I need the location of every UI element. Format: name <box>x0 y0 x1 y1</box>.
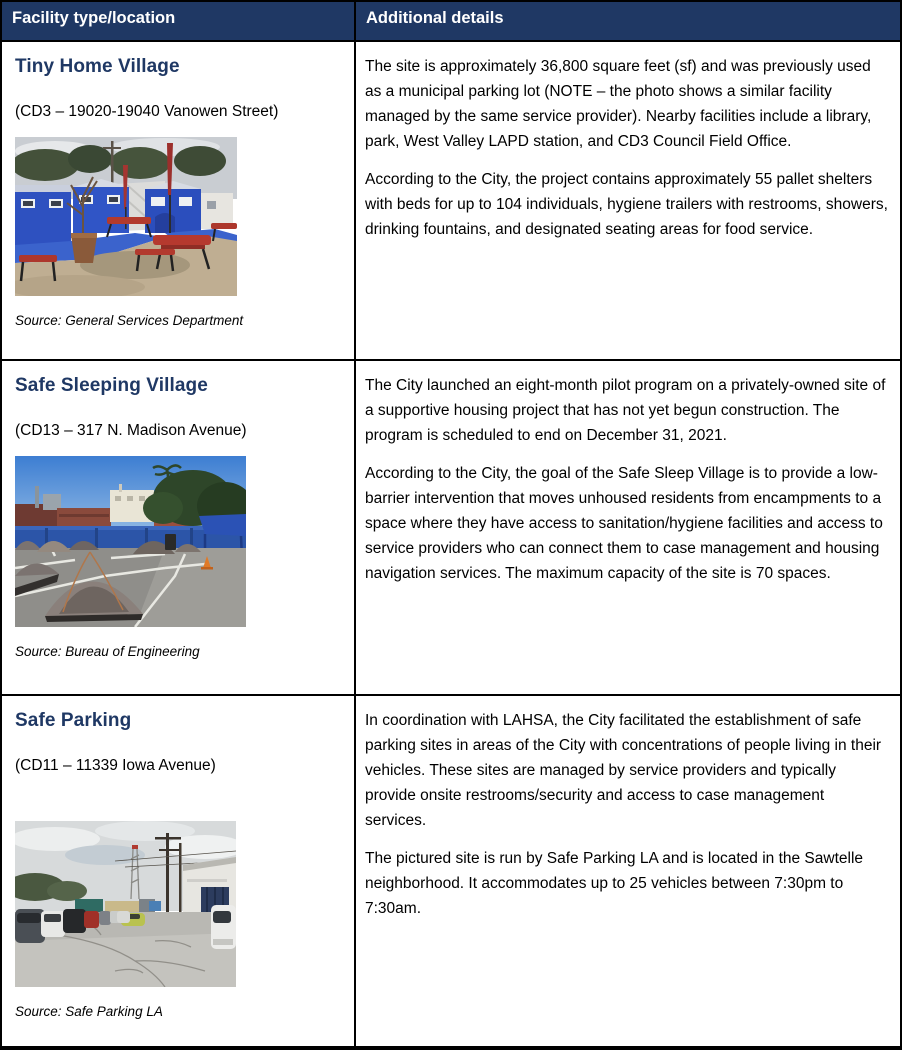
facility-location: (CD3 – 19020-19040 Vanowen Street) <box>15 103 279 120</box>
safe-parking-lot-photo <box>15 821 342 987</box>
facility-title: Safe Sleeping Village <box>15 375 208 396</box>
header-details-column <box>356 2 900 42</box>
details-paragraph: According to the City, the goal of the Safe Sleep Village is to provide a low-barrier intervention that moves unhoused residents from encampments to a space where they have access to sanitation/hygiene facilities and access to service providers who can connect them to case management and housing navigation services. The maximum capacity of the site is 70 spaces. <box>365 465 883 582</box>
header-details-label: Additional details <box>366 9 504 27</box>
facility-location: (CD13 – 317 N. Madison Avenue) <box>15 422 247 439</box>
photo-source-caption: Source: General Services Department <box>15 313 244 328</box>
safe-sleeping-village-tents-photo <box>15 456 342 627</box>
row-tiny-home-village-facility-cell <box>2 42 356 361</box>
row-safe-parking-details-cell <box>356 696 900 1046</box>
photo-source-caption: Source: Bureau of Engineering <box>15 644 200 659</box>
row-safe-sleeping-village-details-cell <box>356 361 900 696</box>
row-safe-sleeping-village-facility-cell <box>2 361 356 696</box>
facility-location: (CD11 – 11339 Iowa Avenue) <box>15 757 216 774</box>
details-paragraph: The City launched an eight-month pilot program on a privately-owned site of a supportive housing project that has not yet begun construction. The program is scheduled to end on December 31, 2021. <box>365 377 886 444</box>
details-paragraph: The pictured site is run by Safe Parking LA and is located in the Sawtelle neighborhood. It accommodates up to 25 vehicles between 7:30pm to 7:30am. <box>365 850 864 917</box>
facility-title: Tiny Home Village <box>15 56 180 77</box>
row-safe-parking-facility-cell <box>2 696 356 1046</box>
row-tiny-home-village-details-cell <box>356 42 900 361</box>
header-facility-label: Facility type/location <box>12 9 176 27</box>
tiny-home-village-courtyard-photo <box>15 137 342 296</box>
details-paragraph: According to the City, the project contains approximately 55 pallet shelters with beds for up to 104 individuals, hygiene trailers with restrooms, showers, drinking fountains, and designated seating areas for food service. <box>365 171 888 238</box>
details-paragraph: In coordination with LAHSA, the City facilitated the establishment of safe parking sites in areas of the City with concentrations of people living in their vehicles. These sites are managed by service providers and typically provide onsite restrooms/security and access to case management services. <box>365 712 882 829</box>
photo-source-caption: Source: Safe Parking LA <box>15 1004 163 1019</box>
header-facility-column <box>2 2 356 42</box>
details-paragraph: The site is approximately 36,800 square feet (sf) and was previously used as a municipal parking lot (NOTE – the photo shows a similar facility managed by the same service provider). Nearby facilities include a library, park, West Valley LAPD station, and CD3 Council Field Office. <box>365 58 872 150</box>
facility-title: Safe Parking <box>15 710 132 731</box>
